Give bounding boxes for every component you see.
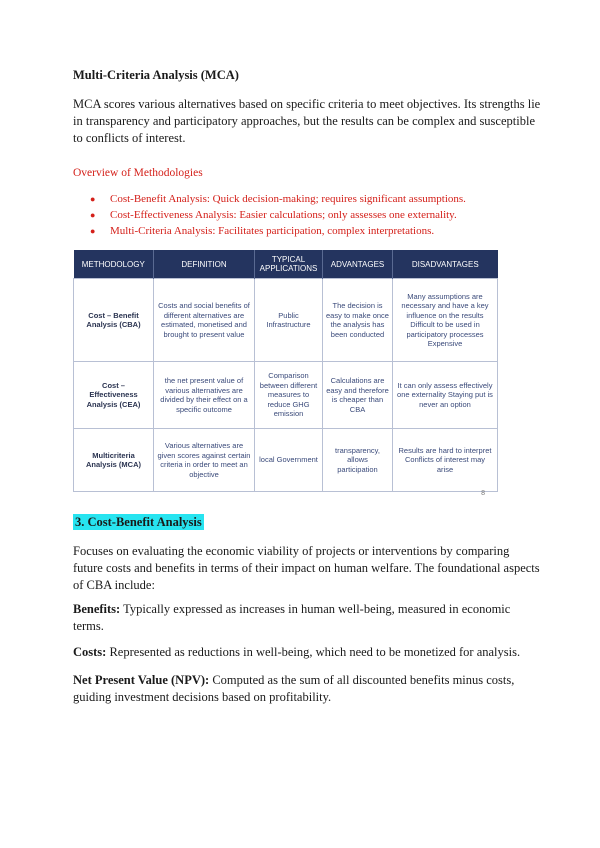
benefits-text: Typically expressed as increases in human well-being, measured in economic terms. — [73, 602, 511, 633]
costs-paragraph — [73, 644, 541, 661]
cell-applications: Comparison between different measures to reduce GHG emission — [255, 362, 323, 429]
cell-definition: Costs and social benefits of different alternatives are estimated, monetised and brought to present value — [154, 279, 255, 362]
overview-list — [90, 191, 466, 239]
cell-method: Cost – Benefit Analysis (CBA) — [74, 279, 154, 362]
cba-intro: Focuses on evaluating the economic viability of projects or interventions by comparing future costs and benefits in terms of their impact on human welfare. The foundational aspects of CBA include: — [73, 544, 540, 592]
overview-title: Overview of Methodologies — [73, 167, 203, 179]
table-row — [74, 429, 498, 492]
mca-paragraph: MCA scores various alternatives based on specific criteria to meet objectives. Its strengths lie in transparency and participatory approaches, but the results can be complex and susceptible to conflicts of interest. — [73, 97, 541, 145]
npv-paragraph — [73, 672, 541, 706]
cell-applications: local Government — [255, 429, 323, 492]
methodology-table — [73, 250, 498, 492]
header-advantages: ADVANTAGES — [323, 250, 393, 279]
list-item: ● Cost-Benefit Analysis: Quick decision-making; requires significant assumptions. — [90, 191, 466, 207]
cba-section-title: 3. Cost-Benefit Analysis — [75, 515, 202, 529]
header-methodology: METHODOLOGY — [74, 250, 154, 279]
table-row — [74, 279, 498, 362]
table-row — [74, 362, 498, 429]
list-item: ● Multi-Criteria Analysis: Facilitates participation, complex interpretations. — [90, 223, 466, 239]
cell-disadvantages: Many assumptions are necessary and have a key influence on the results Difficult to be used in participatory processes Expensive — [393, 279, 498, 362]
cell-disadvantages: Results are hard to interpret Conflicts of interest may arise — [393, 429, 498, 492]
header-definition: DEFINITION — [154, 250, 255, 279]
table-page-mark: 8 — [481, 490, 485, 497]
cell-definition: Various alternatives are given scores against certain criteria in order to meet an objective — [154, 429, 255, 492]
cell-definition: the net present value of various alternatives are divided by their effect on a specific outcome — [154, 362, 255, 429]
methodology-table-image — [73, 250, 497, 497]
benefits-paragraph — [73, 601, 541, 635]
npv-label: Net Present Value (NPV): — [73, 673, 210, 687]
list-item: ● Cost-Effectiveness Analysis: Easier calculations; only assesses one externality. — [90, 207, 466, 223]
benefits-label: Benefits: — [73, 602, 121, 616]
header-applications: TYPICAL APPLICATIONS — [255, 250, 323, 279]
costs-label: Costs: — [73, 645, 107, 659]
mca-heading: Multi-Criteria Analysis (MCA) — [73, 68, 239, 82]
costs-text: Represented as reductions in well-being, which need to be monetized for analysis. — [106, 645, 521, 659]
cell-advantages: transparency, allows participation — [323, 429, 393, 492]
table-header-row — [74, 250, 498, 279]
cell-advantages: Calculations are easy and therefore is cheaper than CBA — [323, 362, 393, 429]
header-disadvantages: DISADVANTAGES — [393, 250, 498, 279]
cell-advantages: The decision is easy to make once the analysis has been conducted — [323, 279, 393, 362]
cell-method: Multicriteria Analysis (MCA) — [74, 429, 154, 492]
cell-method: Cost – Effectiveness Analysis (CEA) — [74, 362, 154, 429]
cell-disadvantages: It can only assess effectively one externality Staying put is never an option — [393, 362, 498, 429]
cell-applications: Public Infrastructure — [255, 279, 323, 362]
npv-text: Computed as the sum of all discounted benefits minus costs, guiding investment decisions based on profitability. — [73, 673, 515, 704]
